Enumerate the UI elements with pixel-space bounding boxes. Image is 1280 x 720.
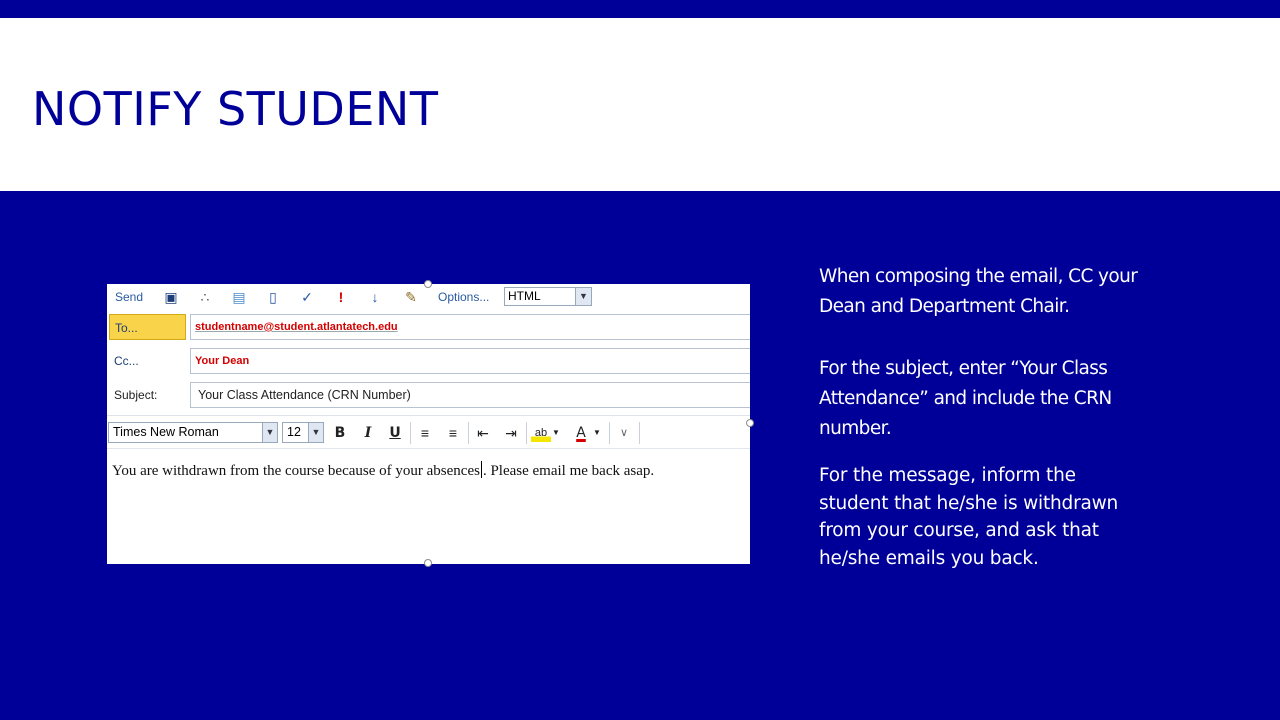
send-button[interactable]: Send [115,290,144,304]
message-text [112,461,654,480]
resize-handle[interactable] [424,559,432,567]
subject-value: Your Class Attendance (CRN Number) [198,388,411,402]
chevron-down-icon[interactable]: ▼ [593,428,601,437]
toolbar-separator [410,422,411,444]
cc-row [107,345,750,377]
resize-handle[interactable] [746,419,754,427]
italic-button[interactable]: I [364,425,372,441]
chevron-down-icon[interactable]: ▼ [552,428,560,437]
cc-field[interactable] [190,348,750,374]
high-importance-icon[interactable]: ! [338,289,344,305]
message-format-select[interactable] [504,287,592,306]
email-toolbar [107,284,750,311]
to-field[interactable] [190,314,750,340]
font-size-select[interactable] [282,422,324,443]
chevron-down-icon: ▼ [262,423,277,442]
message-text-end: . Please email me back asap. [482,463,655,479]
top-strip [0,0,1280,18]
font-color-button[interactable]: A [576,425,586,441]
bold-button[interactable]: B [334,425,346,441]
check-names-icon[interactable]: ✓ [301,289,313,305]
low-importance-icon[interactable]: ↓ [371,289,379,305]
toolbar-separator [468,422,469,444]
numbered-list-icon[interactable]: ≡ [448,425,458,441]
instruction-cc: When composing the email, CC your Dean and Department Chair. [819,266,1138,317]
resize-handle[interactable] [424,280,432,288]
text-caret [481,461,482,478]
subject-row [107,379,750,411]
instruction-subject: For the subject, enter “Your Class Attendance” and include the CRN number. [819,358,1112,439]
cc-button[interactable]: Cc... [114,354,139,368]
chevron-down-icon: ▼ [308,423,323,442]
save-icon[interactable]: ▣ [164,289,178,305]
toolbar-separator [526,422,527,444]
subject-label: Subject: [114,388,158,402]
bullet-list-icon[interactable]: ≡ [420,425,430,441]
toolbar-separator [639,422,640,444]
insert-image-icon[interactable]: ▤ [232,289,246,305]
toolbar-separator [609,422,610,444]
email-compose-screenshot [107,284,750,564]
increase-indent-icon[interactable]: ⇥ [505,425,517,441]
slide-title: NOTIFY STUDENT [32,82,439,136]
font-family-select[interactable] [108,422,278,443]
to-address: studentname@student.atlantatech.edu [195,321,398,333]
font-size-value: 12 [287,425,301,439]
edit-icon[interactable]: ✎ [405,289,417,305]
subject-field[interactable] [190,382,750,408]
attach-icon[interactable]: ∴ [200,289,210,305]
formatting-toolbar [107,415,750,447]
instruction-message: For the message, inform the student that he/she is withdrawn from your course, and ask that he/she emails you back. [819,465,1119,569]
message-format-value: HTML [508,289,541,303]
underline-button[interactable]: U [389,425,401,441]
to-row [107,311,750,343]
decrease-indent-icon[interactable]: ⇤ [477,425,489,441]
cc-address: Your Dean [195,355,250,367]
address-book-icon[interactable]: ▯ [269,289,277,305]
to-button[interactable]: To... [109,314,186,340]
more-options-icon[interactable]: ∨ [619,427,629,439]
chevron-down-icon: ▼ [575,288,591,305]
options-button[interactable]: Options... [438,290,490,304]
message-text-start: You are withdrawn from the course because of your absences [112,463,480,479]
message-body[interactable] [107,448,750,564]
highlight-icon[interactable]: ab [531,424,551,442]
font-family-value: Times New Roman [113,425,219,439]
